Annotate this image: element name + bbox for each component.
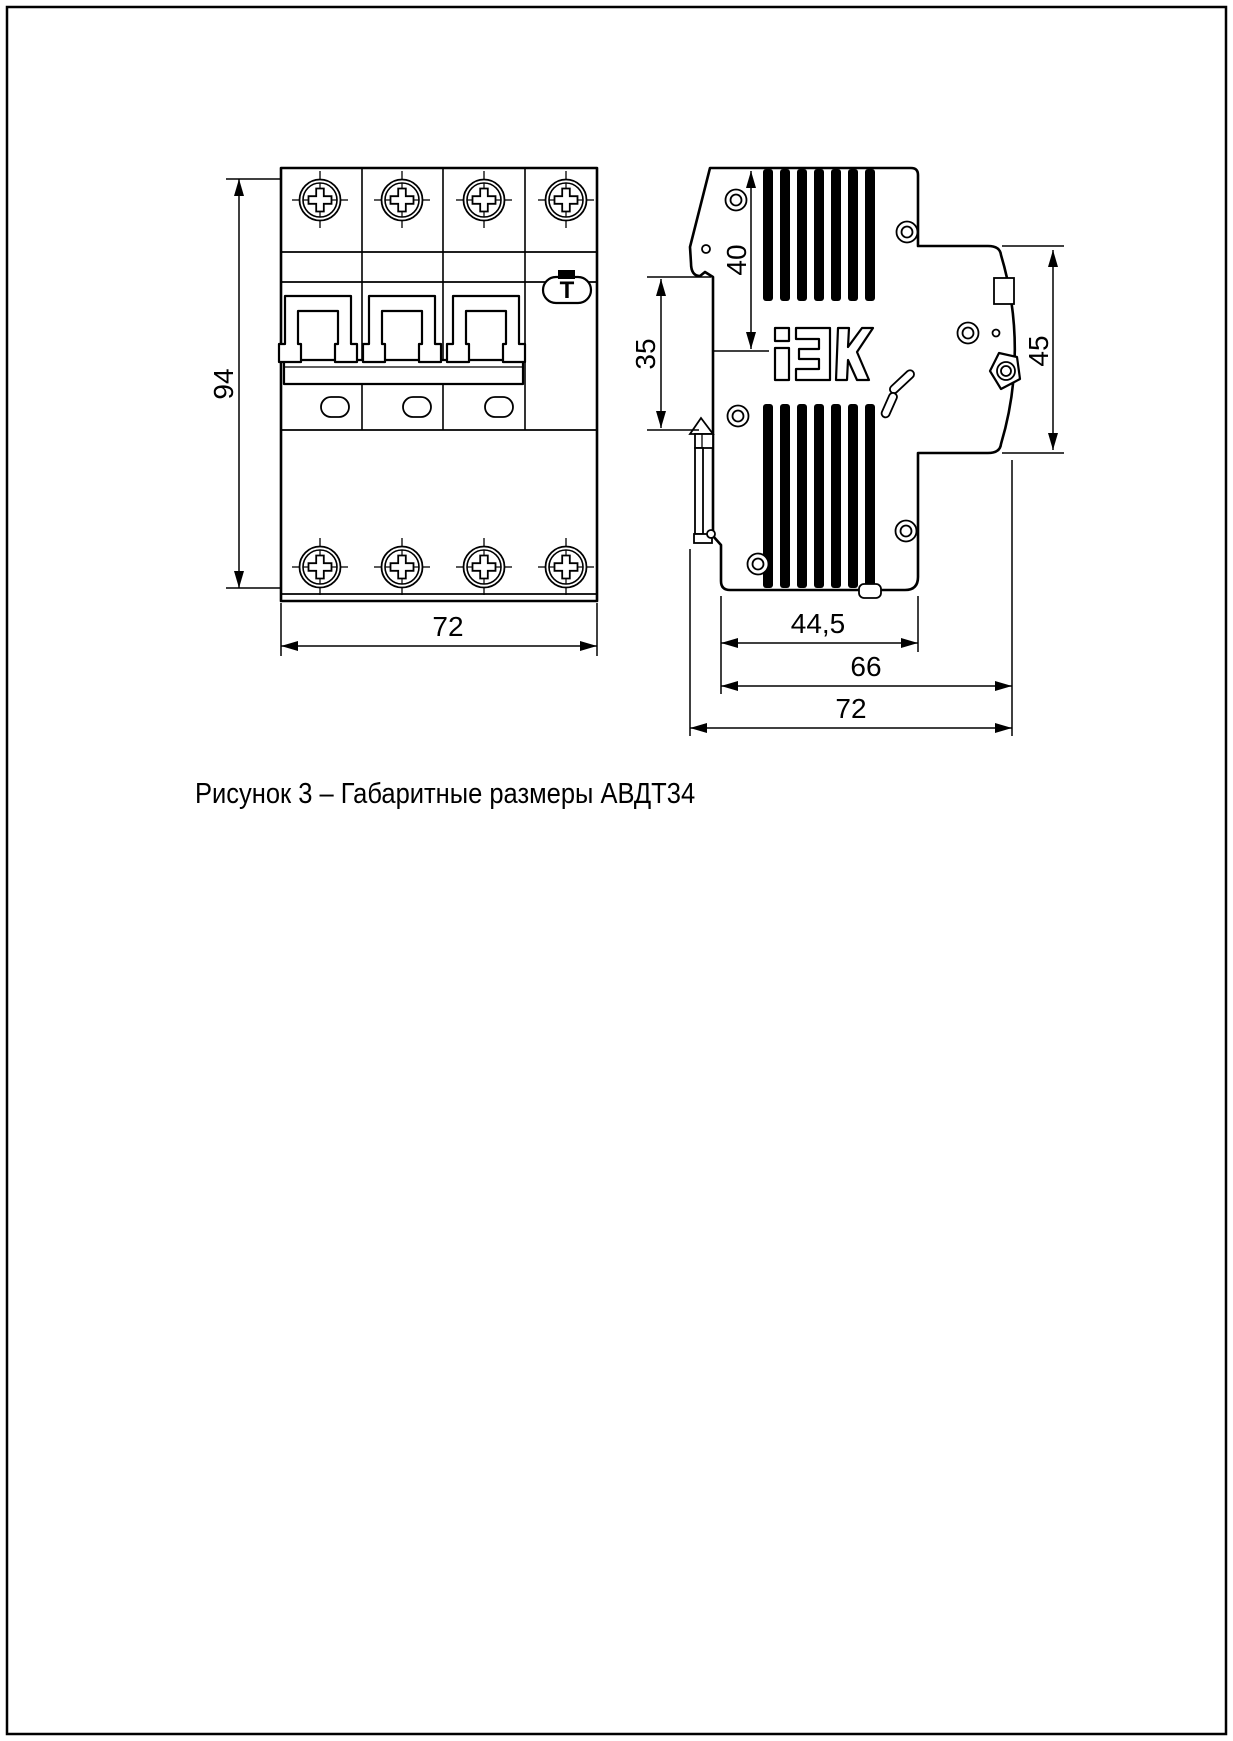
iek-logo: [775, 328, 873, 380]
dim-label-din-rail: 35: [630, 338, 661, 370]
indicator-window: [321, 397, 349, 417]
toggle-lever-tip: [994, 278, 1014, 304]
rivet-icon: [958, 323, 979, 344]
rivet-icon: [897, 222, 918, 243]
clip-foot-nub: [707, 530, 715, 538]
dim-label-height: 94: [208, 368, 239, 400]
toggle-tie-bar: [284, 360, 523, 384]
indicator-window: [485, 397, 513, 417]
rivet-icon: [726, 190, 747, 211]
bottom-center-tab: [859, 584, 881, 598]
small-hole: [702, 245, 710, 253]
rivet-icon: [896, 521, 917, 542]
rivet-icon: [748, 554, 769, 575]
clip-arm: [695, 448, 703, 534]
logo-reversed-e: [796, 328, 830, 380]
clip-latch: [695, 434, 713, 448]
figure-caption: Рисунок 3 – Габаритные размеры АВДТ34: [195, 776, 696, 810]
logo-i-dot: [775, 328, 789, 341]
front-view: [279, 168, 597, 601]
dim-label-face-depth: 66: [850, 651, 882, 682]
terminal-clamp-screw: [1001, 366, 1011, 376]
small-hole: [993, 330, 1000, 337]
dim-label-body-depth: 44,5: [790, 608, 846, 639]
indicator-window: [403, 397, 431, 417]
test-button-label: T: [559, 277, 575, 304]
dim-label-top-to-din: 40: [721, 244, 752, 276]
logo-i-stem: [775, 348, 789, 380]
dim-label-total-depth: 72: [835, 693, 867, 724]
dim-label-face-height: 45: [1023, 335, 1054, 367]
rivet-icon: [728, 406, 749, 427]
page-border: [7, 7, 1226, 1734]
dim-label-width: 72: [432, 611, 464, 642]
